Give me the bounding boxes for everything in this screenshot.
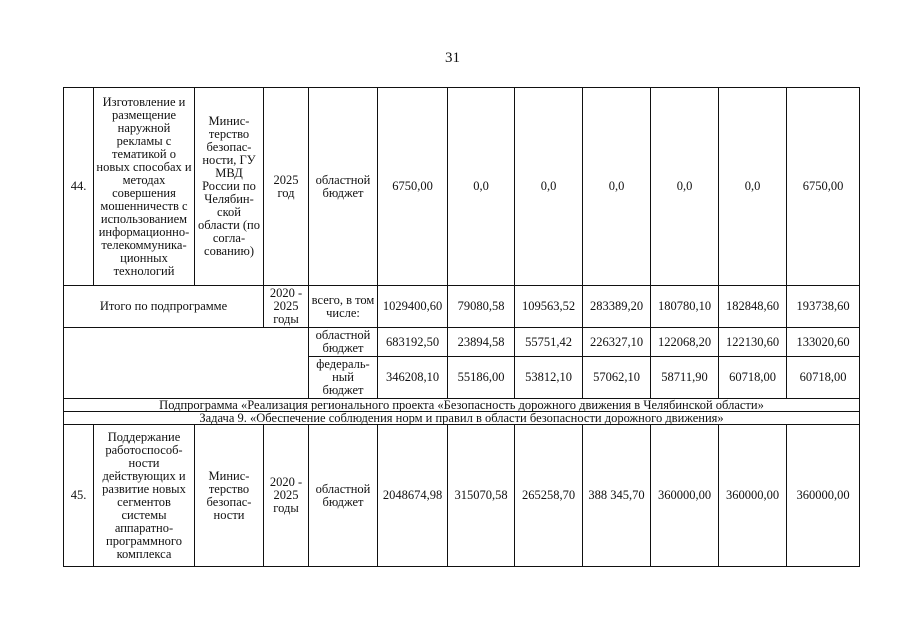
value-cell: 360000,00 — [787, 425, 860, 567]
value-cell: 315070,58 — [448, 425, 515, 567]
value-cell: 0,0 — [515, 88, 583, 286]
value-cell: 0,0 — [583, 88, 651, 286]
value-cell: 57062,10 — [583, 357, 651, 399]
value-cell: 133020,60 — [787, 328, 860, 357]
funding-source: всего, в том числе: — [309, 286, 378, 328]
value-cell: 182848,60 — [719, 286, 787, 328]
value-cell: 180780,10 — [651, 286, 719, 328]
event-name: Поддержание работоспособ-ности действующих и развитие новых сегментов системы аппаратно-программного комплекса — [94, 425, 195, 567]
value-cell: 265258,70 — [515, 425, 583, 567]
period: 2020 - 2025 годы — [264, 425, 309, 567]
value-cell: 2048674,98 — [378, 425, 448, 567]
value-cell: 388 345,70 — [583, 425, 651, 567]
table-row — [64, 88, 860, 286]
value-cell: 58711,90 — [651, 357, 719, 399]
value-cell: 122130,60 — [719, 328, 787, 357]
event-name: Изготовление и размещение наружной рекламы с тематикой о новых способах и методах совершения мошенничеств с использованием информационно-телекоммуника-ционных технологий — [94, 88, 195, 286]
empty-cell — [64, 328, 309, 399]
row-number: 44. — [64, 88, 94, 286]
table-row — [64, 328, 860, 357]
value-cell: 53812,10 — [515, 357, 583, 399]
value-cell: 0,0 — [719, 88, 787, 286]
value-cell: 360000,00 — [719, 425, 787, 567]
period: 2025 год — [264, 88, 309, 286]
row-number: 45. — [64, 425, 94, 567]
table-row — [64, 412, 860, 425]
table-row — [64, 399, 860, 412]
budget-table — [63, 87, 860, 567]
funding-source: областной бюджет — [309, 88, 378, 286]
value-cell: 79080,58 — [448, 286, 515, 328]
value-cell: 193738,60 — [787, 286, 860, 328]
value-cell: 60718,00 — [787, 357, 860, 399]
value-cell: 122068,20 — [651, 328, 719, 357]
value-cell: 55186,00 — [448, 357, 515, 399]
table-row — [64, 425, 860, 567]
page-number: 31 — [445, 50, 460, 66]
table-row — [64, 286, 860, 328]
executor: Минис-терство безопас-ности — [195, 425, 264, 567]
subtotal-label: Итого по подпрограмме — [64, 286, 264, 328]
funding-source: областной бюджет — [309, 425, 378, 567]
value-cell: 360000,00 — [651, 425, 719, 567]
value-cell: 6750,00 — [787, 88, 860, 286]
value-cell: 346208,10 — [378, 357, 448, 399]
value-cell: 109563,52 — [515, 286, 583, 328]
period: 2020 - 2025 годы — [264, 286, 309, 328]
executor: Минис-терство безопас-ности, ГУ МВД России по Челябин-ской области (по согла-сованию) — [195, 88, 264, 286]
value-cell: 23894,58 — [448, 328, 515, 357]
value-cell: 683192,50 — [378, 328, 448, 357]
value-cell: 226327,10 — [583, 328, 651, 357]
value-cell: 55751,42 — [515, 328, 583, 357]
value-cell: 60718,00 — [719, 357, 787, 399]
value-cell: 0,0 — [448, 88, 515, 286]
value-cell: 0,0 — [651, 88, 719, 286]
funding-source: федераль-ный бюджет — [309, 357, 378, 399]
funding-source: областной бюджет — [309, 328, 378, 357]
value-cell: 283389,20 — [583, 286, 651, 328]
value-cell: 6750,00 — [378, 88, 448, 286]
subprogram-title: Подпрограмма «Реализация регионального проекта «Безопасность дорожного движения в Челябинской области» — [64, 399, 860, 412]
task-title: Задача 9. «Обеспечение соблюдения норм и правил в области безопасности дорожного движения» — [64, 412, 860, 425]
value-cell: 1029400,60 — [378, 286, 448, 328]
